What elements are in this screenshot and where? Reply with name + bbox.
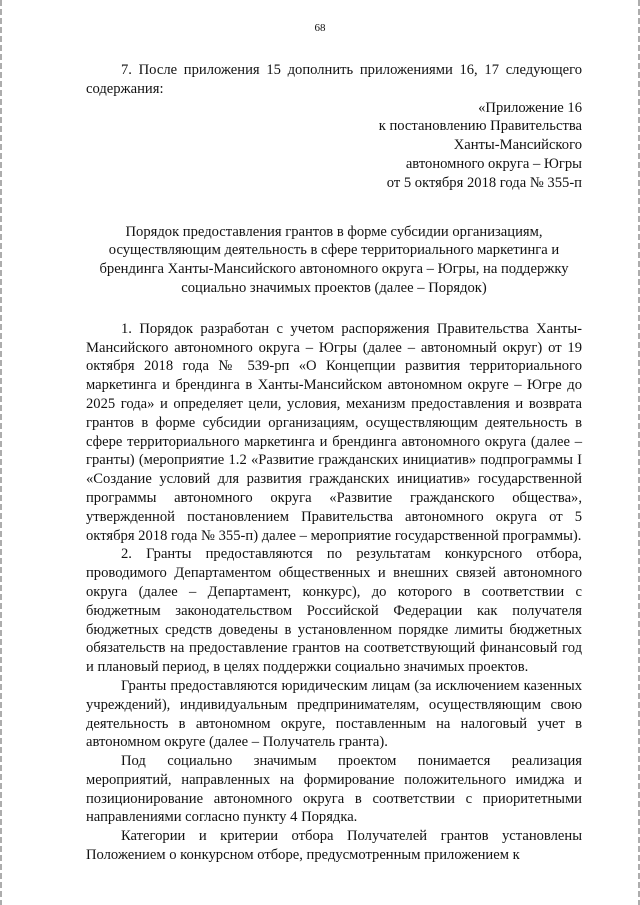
appendix-line: к постановлению Правительства [378,118,582,135]
document-body [86,61,582,865]
paragraph-1: 1. Порядок разработан с учетом распоряжения Правительства Ханты-Мансийского автономного округа – Югры (далее – автономный округ) от 19 октября 2018 года № 539-рп «О Концепции развития территориального маркетинга и брендинга в Ханты-Мансийском автономном округе – Югре до 2025 года» и определяет цели, условия, механизм предоставления и возврата грантов в форме субсидии организациям, осуществляющим деятельность в сфере территориального маркетинга и брендинга автономного округа (далее – гранты) (мероприятие 1.2 «Развитие гражданских инициатив» подпрограммы I «Создание условий для развития гражданских инициатив» государственной программы автономного округа «Развитие гражданского общества», утвержденной постановлением Правительства автономного округа от 5 октября 2018 года № 355-п) далее – мероприятие государственной программы). [86,320,582,544]
paragraph-3: Гранты предоставляются юридическим лицам (за исключением казенных учреждений), индивидуальным предпринимателям, осуществляющим свою деятельность в автономном округе, поставленным на налоговый учет в автономном округе (далее – Получатель гранта). [86,677,582,751]
scan-edge-left [0,0,2,905]
document-title: Порядок предоставления грантов в форме субсидии организациям, осуществляющим деятельность в сфере территориального маркетинга и брендинга Ханты-Мансийского автономного округа – Югры, на поддержку социально значимых проектов (далее – Порядок) [99,223,569,296]
page-number: 68 [314,22,326,34]
appendix-line: автономного округа – Югры [405,155,582,172]
appendix-line: Ханты-Мансийского [453,137,582,154]
paragraph-4: Под социально значимым проектом понимается реализация мероприятий, направленных на формирование положительного имиджа и позиционирование автономного округа в соответствии с приоритетными направлениями согласно пункту 4 Порядка. [86,753,582,826]
intro-paragraph: 7. После приложения 15 дополнить приложениями 16, 17 следующего содержания: [86,62,582,97]
appendix-heading [86,99,582,193]
appendix-line: «Приложение 16 [478,99,582,116]
paragraph-5: Категории и критерии отбора Получателей грантов установлены Положением о конкурсном отборе, предусмотренным приложением к [86,828,582,864]
appendix-line: от 5 октября 2018 года № 355-п [386,174,582,191]
paragraph-2: 2. Гранты предоставляются по результатам конкурсного отбора, проводимого Департаментом общественных и внешних связей автономного округа (далее – Департамент, конкурс), до которого в соответствии с бюджетным законодательством Российской Федерации как получателя бюджетных средств доведены в установленном порядке лимиты бюджетных обязательств на предоставление грантов на соответствующий финансовый год и плановый период, в целях поддержки социально значимых проектов. [86,546,582,676]
